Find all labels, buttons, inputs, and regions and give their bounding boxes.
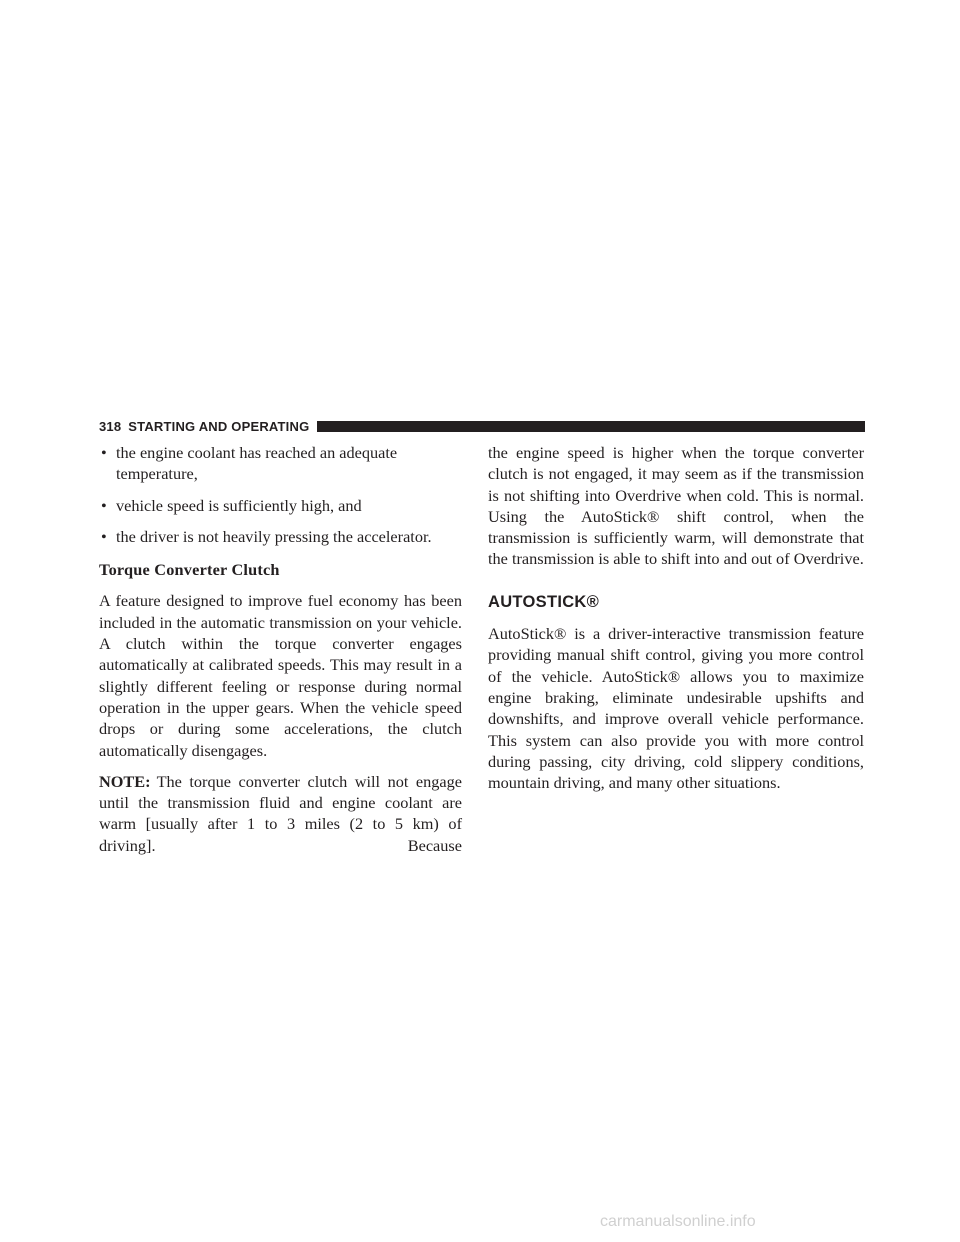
continuation-paragraph: the engine speed is higher when the torque converter clutch is not engaged, it may seem as if the transmission is not shifting into Overdrive when cold. This is normal. Using the AutoStick® shift control, when the transmission is sufficiently warm, will demonstrate that the transmission is able to shift into and out of Overdrive.: [488, 443, 864, 569]
subheading-torque-converter-clutch: Torque Converter Clutch: [99, 560, 280, 580]
section-heading-autostick: AUTOSTICK®: [488, 592, 600, 611]
body-paragraph: A feature designed to improve fuel economy has been included in the automatic transmission on your vehicle. A clutch within the torque converter engages automatically at calibrated speeds. This may result in a slightly different feeling or response during normal operation in the upper gears. When the vehicle speed drops or during some accelerations, the clutch automatically disengages.: [99, 591, 462, 760]
bullet-item: [99, 526, 462, 547]
note-paragraph: [99, 771, 462, 856]
bullet-text: the driver is not heavily pressing the accelerator.: [116, 526, 432, 546]
header-rule: [317, 421, 865, 432]
right-column: [488, 442, 864, 803]
bullet-icon: •: [101, 443, 107, 462]
bullet-icon: •: [101, 495, 107, 515]
bullet-icon: •: [101, 526, 107, 546]
note-text: The torque converter clutch will not engage until the transmission fluid and engine coolant are warm [usually after 1 to 3 miles (2 to 5 km) of driving]. Because: [99, 771, 462, 855]
bullet-item: [99, 495, 462, 516]
left-column: [99, 442, 462, 866]
watermark: carmanualsonline.info: [600, 1213, 756, 1230]
note-label: NOTE:: [99, 771, 151, 791]
body-paragraph: AutoStick® is a driver-interactive transmission feature providing manual shift control, giving you more control of the vehicle. AutoStick® allows you to maximize engine braking, eliminate undesirable upshifts and downshifts, and improve overall vehicle performance. This system can also provide you with more control during passing, city driving, cold slippery conditions, mountain driving, and many other situations.: [488, 624, 864, 793]
section-title: STARTING AND OPERATING: [128, 418, 310, 434]
bullet-text: vehicle speed is sufficiently high, and: [116, 495, 362, 515]
bullet-item: [99, 442, 462, 485]
bullet-text: the engine coolant has reached an adequate temperature,: [116, 443, 398, 484]
page-header: [99, 417, 865, 435]
page-number: 318: [99, 418, 122, 434]
